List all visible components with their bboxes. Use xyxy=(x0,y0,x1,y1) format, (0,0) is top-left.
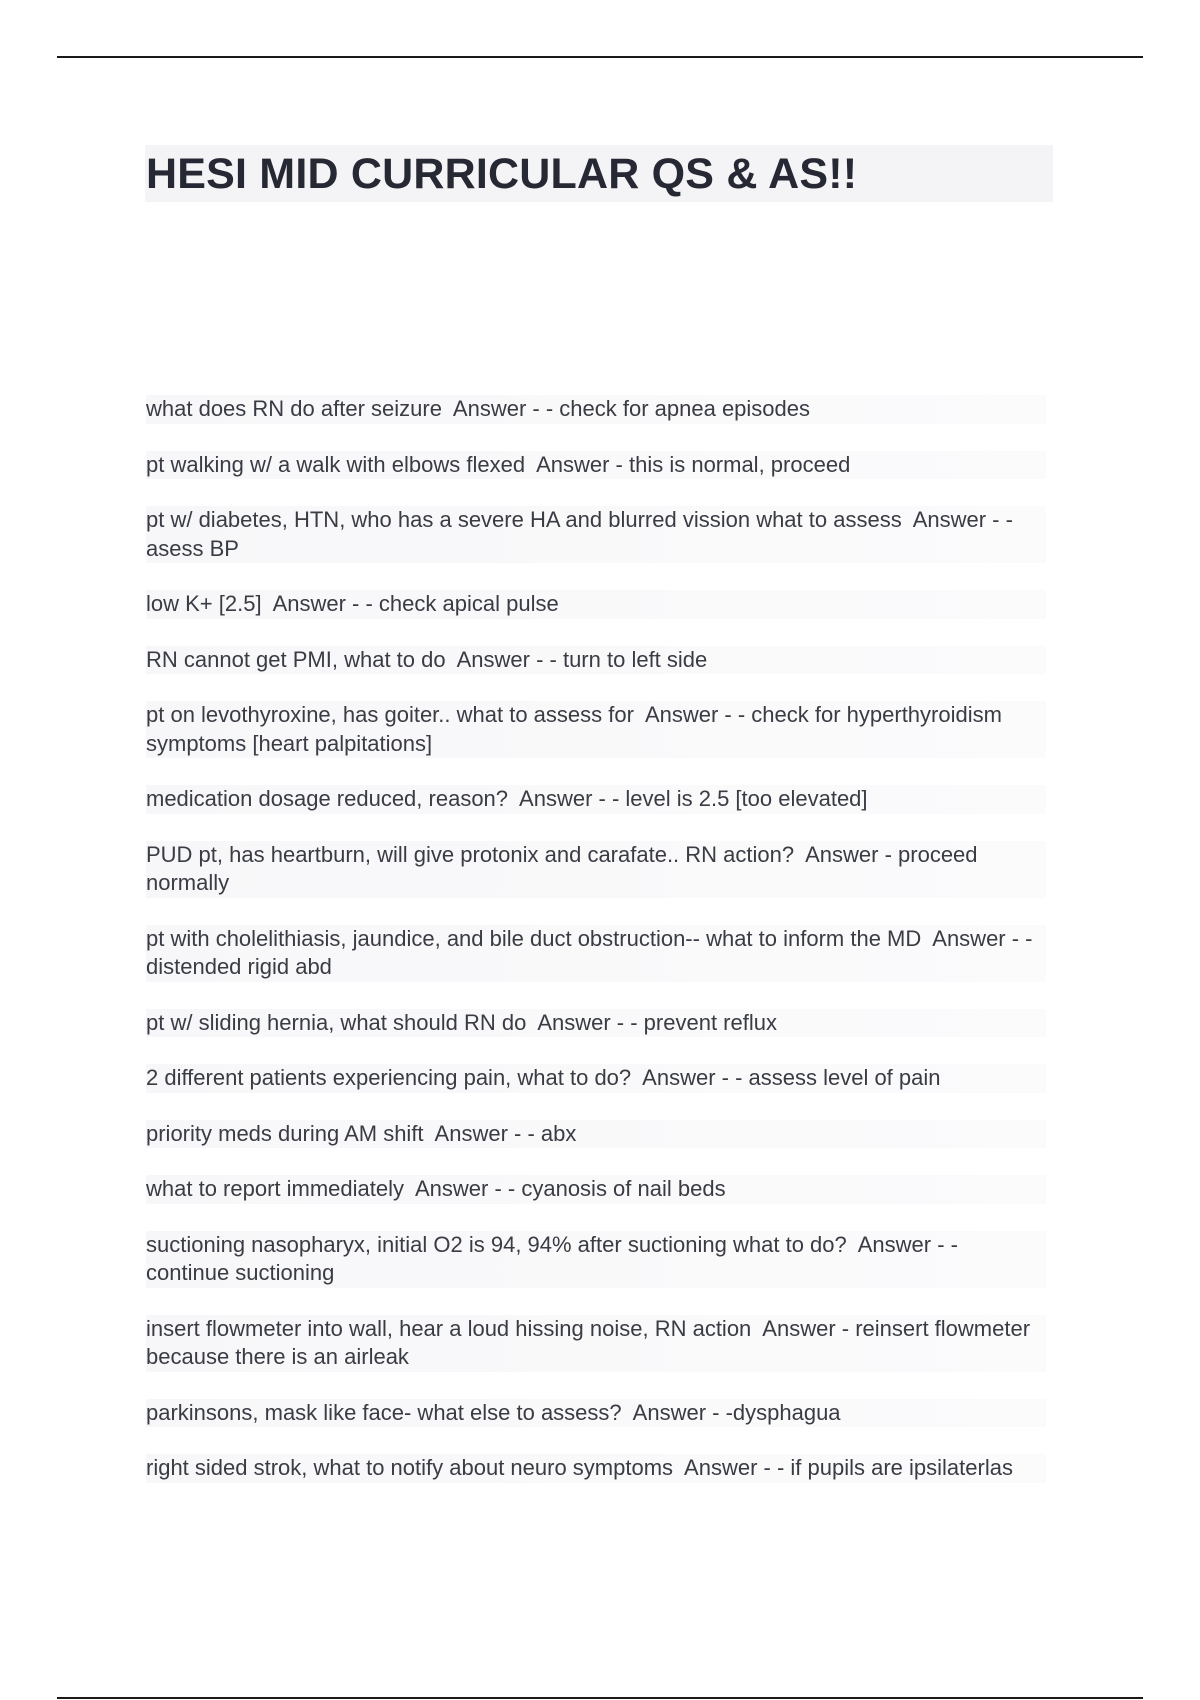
qa-item-text: what does RN do after seizure Answer - - check for apnea episodes xyxy=(146,396,811,421)
qa-item-text: parkinsons, mask like face- what else to assess? Answer - -dysphagua xyxy=(146,1399,841,1425)
qa-item-text: pt with cholelithiasis, jaundice, and bile duct obstruction-- what to inform the MD Answer - - distended rigid abd xyxy=(146,925,1039,979)
qa-item-text: pt w/ sliding hernia, what should RN do Answer - - prevent reflux xyxy=(146,1009,777,1035)
top-rule xyxy=(57,56,1143,58)
qa-item-text: pt w/ diabetes, HTN, who has a severe HA and blurred vission what to assess Answer - - asess BP xyxy=(146,507,1020,561)
document-title: HESI MID CURRICULAR QS & AS!! xyxy=(146,150,858,198)
qa-item-text: right sided strok, what to notify about neuro symptoms Answer - - if pupils are ipsilaterlas xyxy=(146,1455,1013,1480)
qa-list xyxy=(146,395,1046,1510)
qa-item-text: low K+ [2.5] Answer - - check apical pulse xyxy=(146,591,559,616)
bottom-rule xyxy=(57,1697,1143,1699)
qa-item xyxy=(146,590,1046,619)
qa-item xyxy=(146,451,1046,480)
qa-item xyxy=(146,1120,1046,1149)
qa-item-text: RN cannot get PMI, what to do Answer - - turn to left side xyxy=(146,646,708,672)
qa-item xyxy=(146,1175,1046,1204)
qa-item-text: 2 different patients experiencing pain, what to do? Answer - - assess level of pain xyxy=(146,1065,941,1090)
qa-item-text: PUD pt, has heartburn, will give protonix and carafate.. RN action? Answer - proceed normally xyxy=(146,841,984,895)
qa-item xyxy=(146,841,1046,898)
qa-item xyxy=(146,1315,1046,1372)
qa-item-text: what to report immediately Answer - - cyanosis of nail beds xyxy=(146,1176,726,1201)
qa-item xyxy=(146,785,1046,814)
qa-item xyxy=(146,1399,1046,1428)
qa-item xyxy=(146,701,1046,758)
qa-item xyxy=(146,506,1046,563)
qa-item xyxy=(146,646,1046,675)
qa-item xyxy=(146,1231,1046,1288)
qa-item-text: suctioning nasopharyx, initial O2 is 94, 94% after suctioning what to do? Answer - - continue suctioning xyxy=(146,1231,965,1285)
qa-item xyxy=(146,1009,1046,1038)
qa-item-text: priority meds during AM shift Answer - - abx xyxy=(146,1120,577,1146)
qa-item-text: pt walking w/ a walk with elbows flexed Answer - this is normal, proceed xyxy=(146,451,851,477)
qa-item xyxy=(146,1454,1046,1483)
qa-item-text: medication dosage reduced, reason? Answer - - level is 2.5 [too elevated] xyxy=(146,786,868,811)
qa-item xyxy=(146,1064,1046,1093)
qa-item xyxy=(146,395,1046,424)
qa-item-text: pt on levothyroxine, has goiter.. what to assess for Answer - - check for hyperthyroidism symptoms [heart palpitations] xyxy=(146,702,1009,756)
qa-item xyxy=(146,925,1046,982)
qa-item-text: insert flowmeter into wall, hear a loud hissing noise, RN action Answer - reinsert flowmeter because there is an airleak xyxy=(146,1315,1037,1369)
